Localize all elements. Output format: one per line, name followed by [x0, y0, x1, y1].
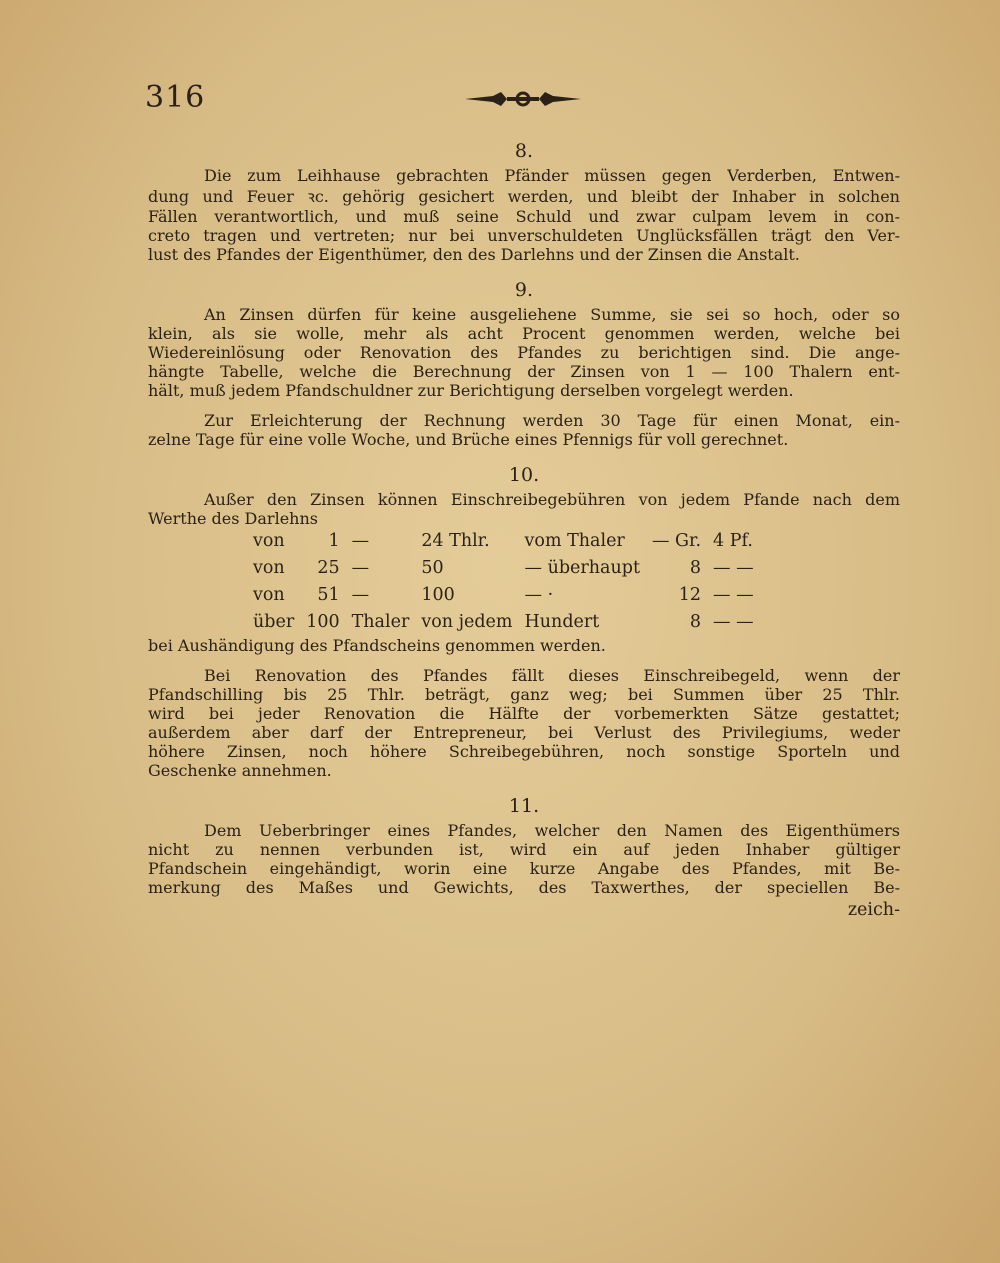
- table-cell: 4 Pf.: [713, 531, 753, 551]
- text-line: hängte Tabelle, welche die Berechnung der Zinsen von 1 — 100 Thalern ent-: [148, 362, 900, 381]
- page-content: [148, 136, 900, 924]
- page-header: [145, 80, 905, 120]
- text-line: Geschenke annehmen.: [148, 761, 332, 780]
- table-cell: von: [253, 531, 285, 551]
- table-cell: vom Thaler: [524, 531, 625, 551]
- table-cell: 51: [317, 585, 340, 605]
- table-row: [253, 582, 766, 609]
- table-cell: —: [351, 585, 370, 605]
- table-cell: 100: [306, 612, 340, 632]
- text-line: Bei Renovation des Pfandes fällt dieses Einschreibegeld, wenn der: [204, 666, 900, 685]
- text-line: Pfandschein eingehändigt, worin eine kurze Angabe des Pfandes, mit Be-: [148, 859, 900, 878]
- text-line: Pfandschilling bis 25 Thlr. beträgt, ganz weg; bei Summen über 25 Thlr.: [148, 685, 900, 704]
- text-line: An Zinsen dürfen für keine ausgeliehene Summe, sie sei so hoch, oder so: [204, 305, 900, 324]
- text-line: lust des Pfandes der Eigenthümer, den des Darlehns und der Zinsen die Anstalt.: [148, 245, 800, 264]
- paragraph-10-2: [148, 666, 900, 780]
- table-cell: über: [253, 612, 295, 632]
- table-cell: 50: [421, 558, 444, 578]
- table-cell: 1: [328, 531, 340, 551]
- text-line: hält, muß jedem Pfandschuldner zur Berichtigung derselben vorgelegt werden.: [148, 381, 794, 400]
- text-line: Fällen verantwortlich, und muß seine Schuld und zwar culpam levem in con-: [148, 207, 900, 226]
- text-line: Werthe des Darlehns: [148, 509, 318, 528]
- table-row: [253, 609, 766, 636]
- paragraph-9-1: [148, 305, 900, 400]
- table-cell: — Gr.: [651, 531, 702, 551]
- table-cell: — überhaupt: [524, 558, 640, 578]
- text-line: merkung des Maßes und Gewichts, des Taxwerthes, der speciellen Be-: [148, 878, 900, 897]
- table-cell: —: [351, 558, 370, 578]
- paragraph-11: [148, 821, 900, 897]
- paragraph-9-2: [148, 411, 900, 449]
- text-line: Außer den Zinsen können Einschreibegebühren von jedem Pfande nach dem: [204, 490, 900, 509]
- table-cell: 8: [689, 612, 702, 632]
- text-line: außerdem aber darf der Entrepreneur, bei Verlust des Privilegiums, weder: [148, 723, 900, 742]
- table-cell: Hundert: [524, 612, 600, 632]
- text-line: bei Aushändigung des Pfandscheins genommen werden.: [148, 636, 606, 655]
- text-line: zelne Tage für eine volle Woche, und Brüche eines Pfennigs für voll gerechnet.: [148, 430, 789, 449]
- text-line: creto tragen und vertreten; nur bei unverschuldeten Unglücksfällen trägt den Ver-: [148, 226, 900, 245]
- table-cell: 25: [317, 558, 340, 578]
- section-number-8: 8.: [514, 140, 534, 162]
- table-row: [253, 555, 766, 582]
- paragraph-10-1: [148, 490, 900, 528]
- table-row: [253, 528, 766, 555]
- text-line: Die zum Leihhause gebrachten Pfänder müssen gegen Verderben, Entwen-: [204, 166, 900, 185]
- table-cell: Thaler: [351, 612, 410, 632]
- text-line: dung und Feuer ꝛc. gehörig gesichert werden, und bleibt der Inhaber in solchen: [148, 187, 900, 206]
- section-number-11: 11.: [508, 795, 540, 817]
- table-cell: 100: [421, 585, 455, 605]
- text-line: höhere Zinsen, noch höhere Schreibegebühren, noch sonstige Sporteln und: [148, 742, 900, 761]
- page-number: 316: [145, 80, 206, 115]
- text-line: Wiedereinlösung oder Renovation des Pfandes zu berichtigen sind. Die ange-: [148, 343, 900, 362]
- text-line: Dem Ueberbringer eines Pfandes, welcher den Namen des Eigenthümers: [204, 821, 900, 840]
- text-line: klein, als sie wolle, mehr als acht Procent genommen werden, welche bei: [148, 324, 900, 343]
- table-cell: — —: [713, 612, 754, 632]
- text-line: wird bei jeder Renovation die Hälfte der vorbemerkten Sätze gestattet;: [148, 704, 900, 723]
- table-cell: — —: [713, 558, 754, 578]
- catchword: zeich-: [847, 900, 900, 920]
- table-cell: 12: [678, 585, 702, 605]
- table-cell: — —: [713, 585, 754, 605]
- fee-table: [253, 528, 766, 636]
- table-cell: — ·: [524, 585, 554, 605]
- paragraph-8: [148, 166, 900, 264]
- section-number-9: 9.: [514, 279, 534, 301]
- table-cell: von: [253, 585, 285, 605]
- text-line: Zur Erleichterung der Rechnung werden 30 Tage für einen Monat, ein-: [204, 411, 900, 430]
- table-cell: 8: [689, 558, 702, 578]
- text-line: nicht zu nennen verbunden ist, wird ein auf jeden Inhaber gültiger: [148, 840, 900, 859]
- section-number-10: 10.: [508, 464, 540, 486]
- ornament-icon: [463, 90, 583, 108]
- table-cell: von jedem: [421, 612, 513, 632]
- paragraph-10-after: [148, 636, 900, 655]
- table-cell: von: [253, 558, 285, 578]
- table-cell: 24 Thlr.: [421, 531, 490, 551]
- table-cell: —: [351, 531, 370, 551]
